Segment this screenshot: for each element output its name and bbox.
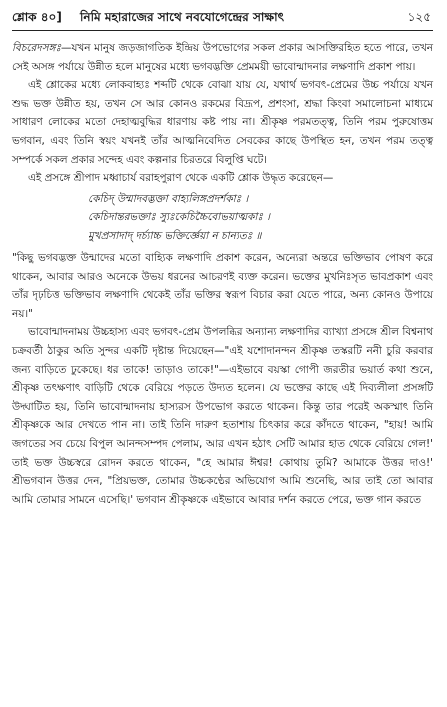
sloka-line: কেচিদ্ উন্মাদবদ্ভক্তা বাহ্যলিঙ্গপ্রদর্শকাঃ । xyxy=(88,192,249,205)
sloka-line: মুখপ্রসাদাদ্ দর্চ্যাচ্চ ভক্তির্জ্ঞেয়া ন চান্যতঃ ॥ xyxy=(88,229,262,242)
sloka-translation: "কিছু ভগবদ্ভক্ত উন্মাদের মতো বাহ্যিক লক্ষণাদি প্রকাশ করেন, অন্যেরা অন্তরে ভক্তিভাব পোষণ করে থাকেন, আবার আরও অনেকে উভয় ধরনের আচরণই ব্যক্ত করেন। ভক্তের মুখনিঃসৃত ভাবপ্রকাশ এবং তাঁর দৃঢ়চিত্ত ভক্তিভাব লক্ষণাদি থেকেই তাঁর ভক্তির স্বরূপ বিচার করা যেতে পারে, অন্য কোনও উপায়ে নয়।" xyxy=(12,251,433,320)
purport-paragraph xyxy=(12,39,433,76)
quoted-sloka xyxy=(88,190,433,245)
verse-reference: শ্লোক ৪০] xyxy=(12,10,62,24)
purport-paragraph: এই প্রসঙ্গে শ্রীপাদ মধ্বাচার্য বরাহপুরাণ থেকে একটি শ্লোক উদ্ধৃত করেছেন— xyxy=(28,172,334,185)
page-body xyxy=(12,39,433,509)
sanskrit-term: বিচরেদসঙ্গঃ xyxy=(12,42,62,54)
purport-paragraph: ভাবোন্মাদনাময় উচ্চহাস্য এবং ভগবৎ-প্রেম উপলব্ধির অন্যান্য লক্ষণাদির ব্যাখ্যা প্রসঙ্গে শ্রীল বিশ্বনাথ চক্রবর্তী ঠাকুর অতি সুন্দর একটি দৃষ্টান্ত দিয়েছেন—"এই যশোদানন্দন শ্রীকৃষ্ণ তস্করটি ননী চুরি করবার জন্য বাড়িতে ঢুকেছে। ধর তাকে! তাড়াও তাকে!"—এইভাবে বয়স্কা গোপী জরতীর ভয়ার্ত কথা শুনে, শ্রীকৃষ্ণ তৎক্ষণাৎ বাড়িটি থেকে বেরিয়ে পড়তে উদ্যত হলেন। যে ভক্তের কাছে এই দিব্যলীলা প্রসঙ্গটি উদ্ঘাটিত হয়, তিনি ভাবোন্মাদনায় হাস্যরস উপভোগ করতে থাকেন। কিন্তু তার পরেই অকস্মাৎ তিনি শ্রীকৃষ্ণকে আর দেখতে পান না। তাই তিনি দারুণ হতাশায় চিৎকার করে কাঁদতে থাকেন, "হায়! আমি জগতের সব চেয়ে বিপুল আনন্দসম্পদ পেলাম, আর এখন হঠাৎ সেটি আমার হাত থেকে বেরিয়ে গেল!' তাই ভক্ত উচ্চস্বরে রোদন করতে থাকেন, "হে আমার ঈশ্বর! কোথায় তুমি? আমাকে উত্তর দাও!' শ্রীভগবান উত্তর দেন, "প্রিয়ভক্ত, তোমার উচ্চকণ্ঠের অভিযোগ আমি শুনেছি, আর তাই তো আবার আমি তোমার সামনে এসেছি।' ভগবান শ্রীকৃষ্ণকে এইভাবে আবার দর্শন করতে পেরে, ভক্ত গান করতে xyxy=(12,326,433,506)
purport-paragraph: এই শ্লোকের মধ্যে লোকবাহ্যঃ শব্দটি থেকে বোঝা যায় যে, যথার্থ ভগবৎ-প্রেমের উচ্চ পর্যায়ে যখন শুদ্ধ ভক্ত উন্নীত হয়, তখন সে আর কোনও রকমের বিদ্রূপ, প্রশংসা, শ্রদ্ধা কিংবা সমালোচনা মাধ্যমে সাধারণ লোকের মতো দেহাত্মবুদ্ধির ধারণায় কষ্ট পায় না। শ্রীকৃষ্ণ পরমতত্ত্ব, তিনি পরম পুরুষোত্তম ভগবান, এবং তিনি স্বয়ং যখনই তাঁর আত্মনিবেদিত সেবকের কাছে উপস্থিত হন, তখন পরম তত্ত্ব সম্পর্কে সকল প্রকার সন্দেহ এবং কল্পনার চিরতরে বিলুপ্তি ঘটে। xyxy=(12,79,433,166)
page-header xyxy=(12,0,433,31)
chapter-running-title: নিমি মহারাজের সাথে নবযোগেন্দ্রের সাক্ষাৎ xyxy=(80,10,284,24)
sloka-line: কেচিদান্তরভক্তাঃ স্যুঃকেচিচ্চৈবোভয়াত্মকাঃ । xyxy=(88,211,270,224)
paragraph-text: —যখন মানুষ জড়জাগতিক ইন্দ্রিয় উপভোগের সকল প্রকার আসক্তিরহিত হতে পারে, তখন সেই অসঙ্গ পর্যায়ে উন্নীত হলে মানুষের মধ্যে ভগবদ্ভক্তি প্রেমময়ী ভাবোন্মাদনার লক্ষণাদি প্রকাশ পায়। xyxy=(12,42,433,73)
page-number: ১২৫ xyxy=(407,10,431,24)
